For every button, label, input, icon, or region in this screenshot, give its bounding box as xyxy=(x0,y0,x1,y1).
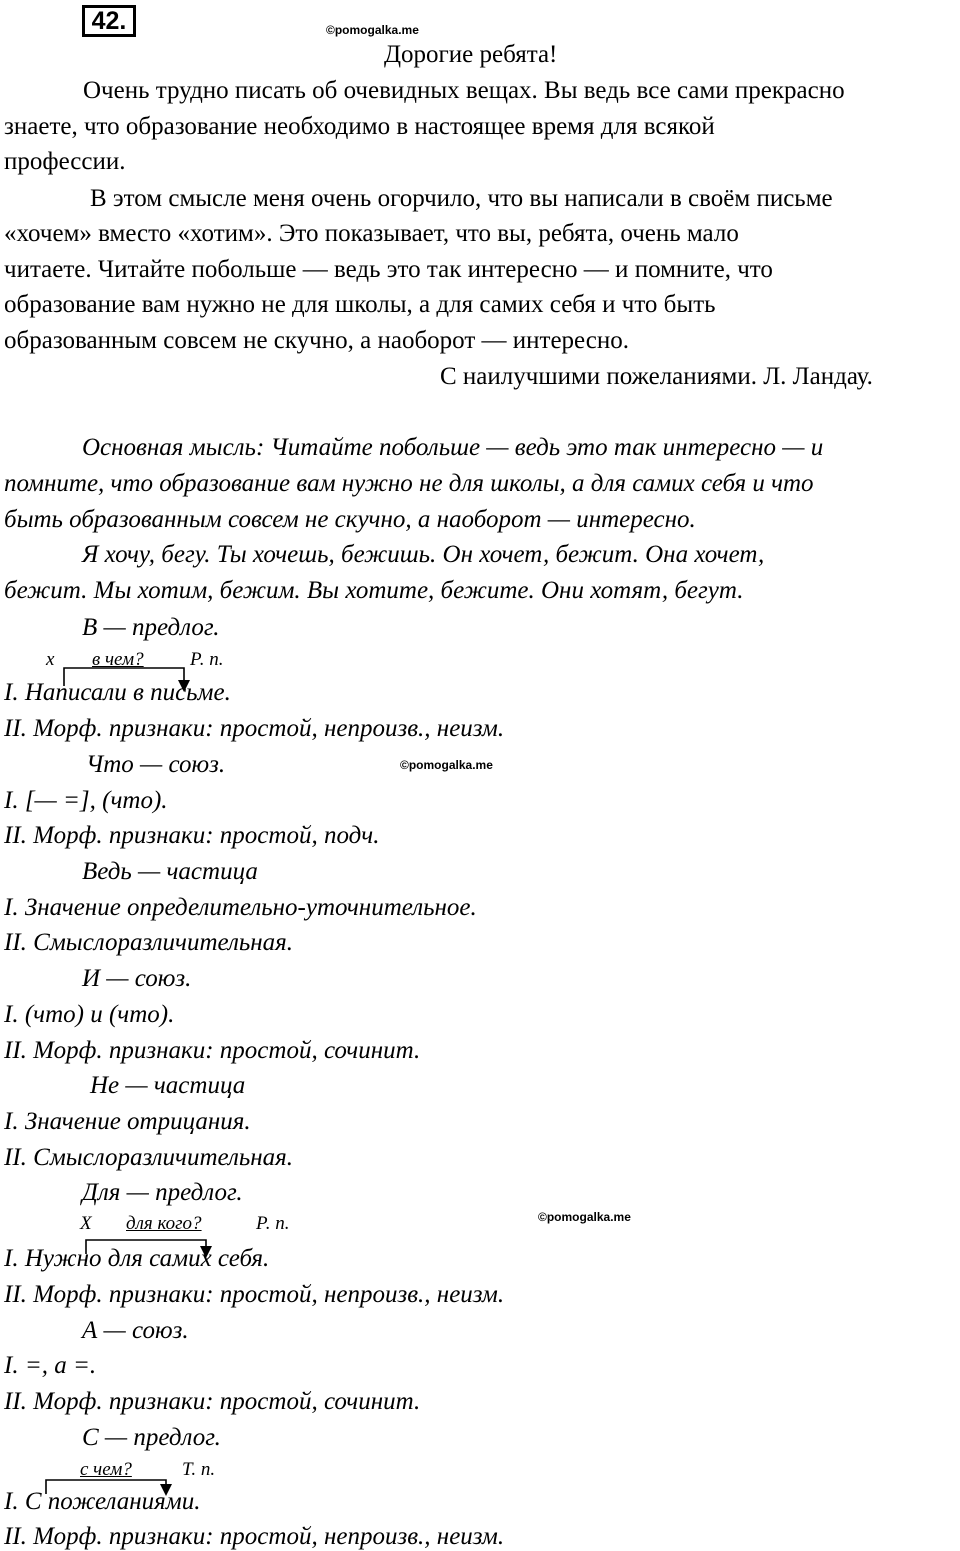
letter-greeting: Дорогие ребята! xyxy=(384,41,558,68)
item-title: И — союз. xyxy=(82,965,192,992)
main-idea-line: помните, что образование вам нужно не для школы, а для самих себя и что xyxy=(4,470,814,497)
main-idea-line: быть образованным совсем не скучно, а наоборот — интересно. xyxy=(4,506,696,533)
exercise-number: 42. xyxy=(82,5,136,37)
watermark: ©pomogalka.me xyxy=(400,758,493,772)
item-line: I. Значение определительно-уточнительное. xyxy=(4,894,477,921)
item-line: II. Смыслоразличительная. xyxy=(4,1144,294,1171)
letter-line: «хочем» вместо «хотим». Это показывает, что вы, ребята, очень мало xyxy=(4,220,739,247)
item-line: II. Морф. признаки: простой, непроизв., неизм. xyxy=(4,715,505,742)
diagram-x: Х xyxy=(80,1213,92,1234)
diagram-case: Р. п. xyxy=(190,649,224,670)
diagram-question: в чем? xyxy=(92,649,144,670)
letter-line: образованным совсем не скучно, а наоборот — интересно. xyxy=(4,327,629,354)
item-line: II. Морф. признаки: простой, подч. xyxy=(4,822,380,849)
letter-line: В этом смысле меня очень огорчило, что вы написали в своём письме xyxy=(90,185,833,212)
item-line: I. Написали в письме. xyxy=(4,679,231,706)
item-title: С — предлог. xyxy=(82,1424,221,1451)
letter-line: читаете. Читайте побольше — ведь это так интересно — и помните, что xyxy=(4,256,773,283)
item-line: I. С пожеланиями. xyxy=(4,1488,201,1515)
item-line: II. Морф. признаки: простой, сочинит. xyxy=(4,1388,421,1415)
item-title: В — предлог. xyxy=(82,614,220,641)
item-title: Ведь — частица xyxy=(82,858,258,885)
diagram-case: Р. п. xyxy=(256,1213,290,1234)
diagram-question: для кого? xyxy=(126,1213,202,1234)
item-line: I. Нужно для самих себя. xyxy=(4,1245,270,1272)
watermark: ©pomogalka.me xyxy=(538,1210,631,1224)
item-line: II. Смыслоразличительная. xyxy=(4,929,294,956)
conjugation-line: Я хочу, бегу. Ты хочешь, бежишь. Он хочет, бежит. Она хочет, xyxy=(82,541,765,568)
letter-line: профессии. xyxy=(4,148,126,175)
item-line: I. Значение отрицания. xyxy=(4,1108,251,1135)
conjugation-line: бежит. Мы хотим, бежим. Вы хотите, бежите. Они хотят, бегут. xyxy=(4,577,744,604)
main-idea-line: Основная мысль: Читайте побольше — ведь это так интересно — и xyxy=(82,434,824,461)
letter-line: Очень трудно писать об очевидных вещах. Вы ведь все сами прекрасно xyxy=(83,77,845,104)
item-title: Не — частица xyxy=(90,1072,246,1099)
diagram-question: с чем? xyxy=(80,1459,132,1480)
item-line: II. Морф. признаки: простой, непроизв., неизм. xyxy=(4,1281,505,1308)
item-title: Для — предлог. xyxy=(82,1179,243,1206)
diagram-x: х xyxy=(46,649,55,670)
item-title: А — союз. xyxy=(82,1317,189,1344)
item-line: I. (что) и (что). xyxy=(4,1001,175,1028)
letter-line: знаете, что образование необходимо в настоящее время для всякой xyxy=(4,113,715,140)
item-line: II. Морф. признаки: простой, непроизв., неизм. xyxy=(4,1523,505,1550)
item-title: Что — союз. xyxy=(86,751,226,778)
item-line: I. [— =], (что). xyxy=(4,787,168,814)
letter-line: образование вам нужно не для школы, а для самих себя и что быть xyxy=(4,291,716,318)
letter-signature: С наилучшими пожеланиями. Л. Ландау. xyxy=(440,363,873,390)
watermark: ©pomogalka.me xyxy=(326,23,419,37)
item-line: II. Морф. признаки: простой, сочинит. xyxy=(4,1037,421,1064)
item-line: I. =, а =. xyxy=(4,1352,97,1379)
diagram-case: Т. п. xyxy=(182,1459,216,1480)
